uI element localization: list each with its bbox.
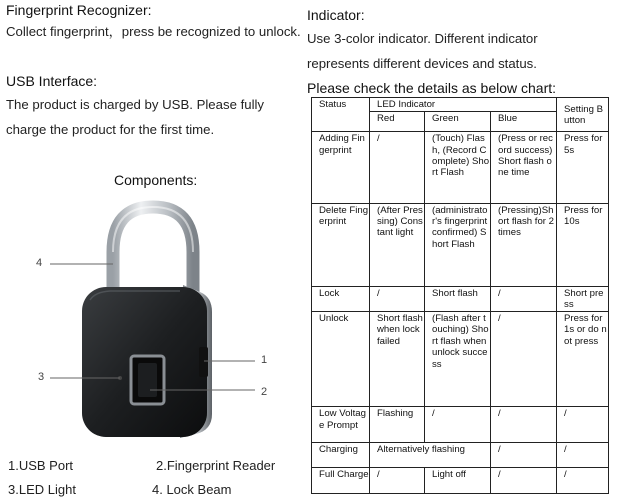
cell-green: Light off	[425, 467, 491, 493]
usb-text-line2: charge the product for the first time.	[6, 122, 215, 137]
header-led-indicator: LED Indicator	[370, 98, 557, 112]
row-status: Adding Fingerprint	[312, 132, 370, 203]
cell-red: /	[370, 287, 425, 312]
cell-green: (Touch) Flash, (Record Complete) Short Flash	[425, 132, 491, 203]
header-status: Status	[312, 98, 370, 132]
cell-setting: Press for 10s	[557, 203, 609, 286]
header-blue: Blue	[491, 112, 557, 132]
row-status: Full Charge	[312, 467, 370, 493]
legend-lock-beam: 4. Lock Beam	[152, 482, 232, 497]
table-row	[312, 287, 609, 312]
padlock-illustration	[0, 195, 300, 450]
indicator-heading: Indicator:	[307, 7, 365, 23]
header-red: Red	[370, 112, 425, 132]
header-setting-button: Setting Button	[557, 98, 609, 132]
cell-setting: /	[557, 407, 609, 442]
callout-1: 1	[261, 354, 268, 366]
cell-red: Flashing	[370, 407, 425, 442]
table-row	[312, 203, 609, 286]
row-status: Unlock	[312, 311, 370, 407]
table-row	[312, 311, 609, 407]
callout-4: 4	[36, 257, 43, 269]
fingerprint-text: Collect fingerprint，press be recognized to unlock.	[6, 24, 301, 39]
cell-setting: /	[557, 442, 609, 467]
legend-fingerprint-reader: 2.Fingerprint Reader	[156, 458, 276, 473]
cell-blue: /	[491, 287, 557, 312]
cell-blue: /	[491, 407, 557, 442]
indicator-text-line2: represents different devices and status.	[307, 56, 537, 71]
row-status: Delete Fingerprint	[312, 203, 370, 286]
cell-blue: (Pressing)Short flash for 2 times	[491, 203, 557, 286]
table-row	[312, 407, 609, 442]
legend-usb-port: 1.USB Port	[8, 458, 74, 473]
chart-caption: Please check the details as below chart:	[307, 80, 557, 96]
cell-setting: Short press	[557, 287, 609, 312]
led-indicator-table	[311, 97, 609, 494]
cell-red: /	[370, 467, 425, 493]
indicator-text-line1: Use 3-color indicator. Different indicator	[307, 31, 538, 46]
cell-setting: Press for 5s	[557, 132, 609, 203]
header-green: Green	[425, 112, 491, 132]
cell-green: (administrator's fingerprint confirmed) Short Flash	[425, 203, 491, 286]
cell-blue: /	[491, 311, 557, 407]
cell-setting: /	[557, 467, 609, 493]
cell-green: (Flash after touching) Short flash when unlock success	[425, 311, 491, 407]
legend-led-light: 3.LED Light	[8, 482, 76, 497]
row-status: Lock	[312, 287, 370, 312]
cell-setting: Press for 1s or do not press	[557, 311, 609, 407]
cell-red: /	[370, 132, 425, 203]
table-row	[312, 467, 609, 493]
usb-heading: USB Interface:	[6, 73, 98, 89]
table-row	[312, 442, 609, 467]
lock-beam	[113, 207, 193, 300]
cell-red-green-merged: Alternatively flashing	[370, 442, 491, 467]
cell-green: /	[425, 407, 491, 442]
row-status: Charging	[312, 442, 370, 467]
row-status: Low Voltage Prompt	[312, 407, 370, 442]
cell-blue: /	[491, 467, 557, 493]
callout-2: 2	[261, 386, 268, 398]
cell-red: (After Pressing) Constant light	[370, 203, 425, 286]
cell-red: Short flash when lock failed	[370, 311, 425, 407]
cell-green: Short flash	[425, 287, 491, 312]
table-row	[312, 132, 609, 203]
callout-3: 3	[38, 371, 45, 383]
cell-blue: (Press or record success) Short flash one time	[491, 132, 557, 203]
cell-blue: /	[491, 442, 557, 467]
components-heading: Components:	[114, 172, 198, 188]
fingerprint-heading: Fingerprint Recognizer:	[6, 2, 152, 18]
usb-port	[199, 347, 208, 377]
usb-text-line1: The product is charged by USB. Please fully	[6, 97, 265, 112]
